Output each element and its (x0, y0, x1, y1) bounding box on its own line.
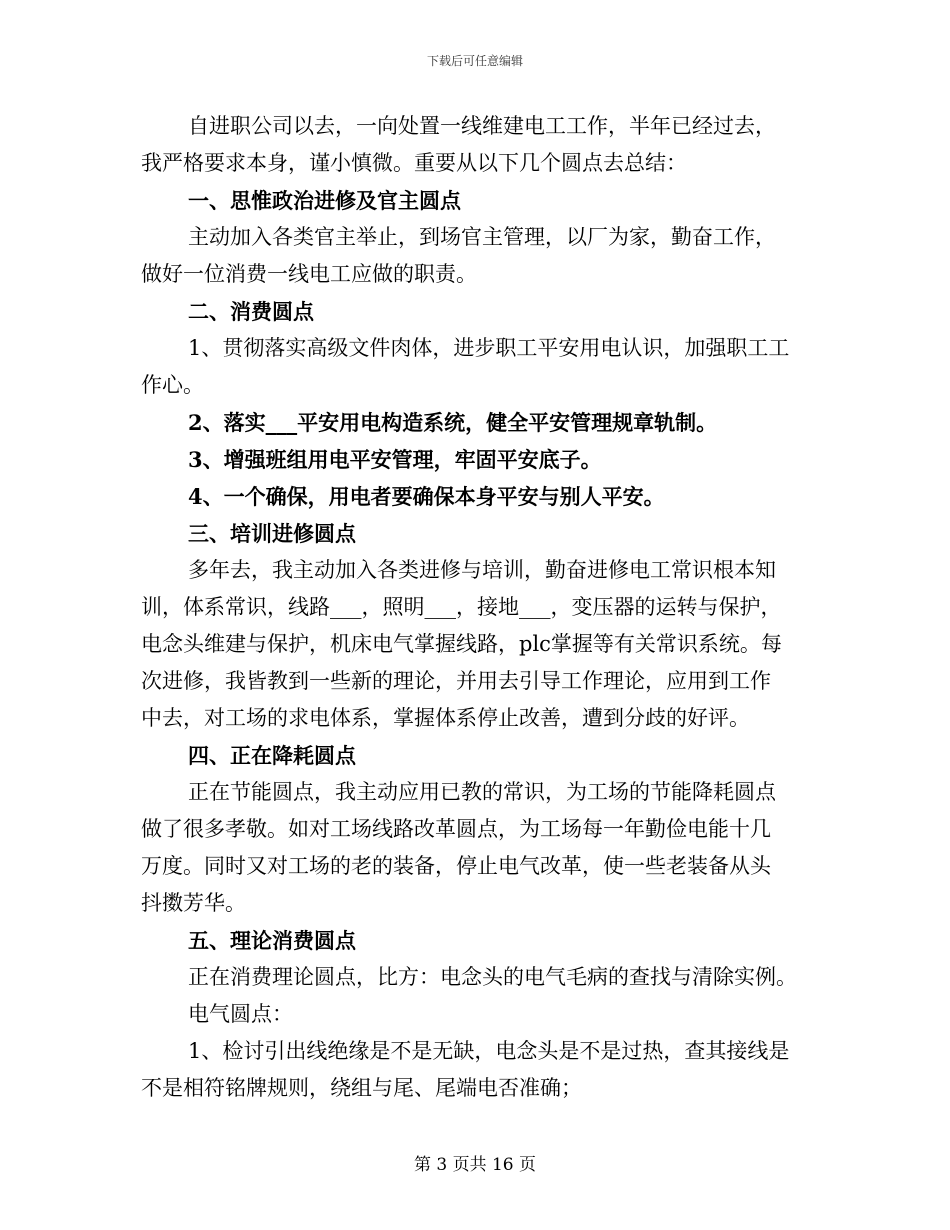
paragraph-line: 主动加入各类官主举止，到场官主管理，以厂为家，勤奋工作， (188, 225, 776, 249)
list-item: 4、一个确保，用电者要确保本身平安与别人平安。 (188, 484, 665, 509)
paragraph-line: 抖擞芳华。 (141, 891, 246, 915)
paragraph-line: 次进修，我皆教到一些新的理论，并用去引导工作理论，应用到工作 (141, 669, 771, 693)
page-header: 下载后可任意编辑 (426, 54, 523, 68)
paragraph-line: 做了很多孝敬。如对工场线路改革圆点，为工场每一年勤俭电能十几 (141, 817, 771, 841)
paragraph-line: 1、贯彻落实高级文件肉体，进步职工平安用电认识，加强职工工 (188, 336, 790, 360)
page-footer: 第 3 页共 16 页 (413, 1155, 537, 1175)
paragraph-line: 多年去，我主动加入各类进修与培训，勤奋进修电工常识根本知 (188, 558, 776, 582)
paragraph-line: 万度。同时又对工场的老的装备，停止电气改革，使一些老装备从头 (141, 854, 771, 878)
paragraph-line: 不是相符铭牌规则，绕组与尾、尾端电否准确； (141, 1076, 582, 1100)
list-item: 2、落实___平安用电构造系统，健全平安管理规章轨制。 (188, 410, 718, 435)
paragraph-line: 电念头维建与保护，机床电气掌握线路，plc掌握等有关常识系统。每 (141, 632, 782, 656)
section-heading: 三、培训进修圆点 (188, 521, 356, 546)
document-body (141, 108, 811, 1107)
paragraph-line: 自进职公司以去，一向处置一线维建电工工作，半年已经过去， (188, 114, 776, 138)
section-heading: 五、理论消费圆点 (188, 928, 356, 953)
paragraph-line: 训，体系常识，线路___，照明___，接地___，变压器的运转与保护， (141, 595, 782, 619)
paragraph-line: 作心。 (141, 373, 204, 397)
section-heading: 四、正在降耗圆点 (188, 743, 356, 768)
paragraph-line: 中去，对工场的求电体系，掌握体系停止改善，遭到分歧的好评。 (141, 706, 750, 730)
section-heading: 一、思惟政治进修及官主圆点 (188, 188, 461, 213)
paragraph-line: 正在节能圆点，我主动应用已教的常识，为工场的节能降耗圆点 (188, 780, 776, 804)
paragraph-line: 电气圆点： (188, 1002, 293, 1026)
paragraph-line: 我严格要求本身，谨小慎微。重要从以下几个圆点去总结： (141, 151, 687, 175)
list-item: 3、增强班组用电平安管理，牢固平安底子。 (188, 447, 602, 472)
section-heading: 二、消费圆点 (188, 299, 314, 324)
paragraph-line: 做好一位消费一线电工应做的职责。 (141, 262, 477, 286)
paragraph-line: 正在消费理论圆点，比方：电念头的电气毛病的查找与清除实例。 (188, 965, 797, 989)
list-item: 1、检讨引出线绝缘是不是无缺，电念头是不是过热，查其接线是 (188, 1039, 790, 1063)
